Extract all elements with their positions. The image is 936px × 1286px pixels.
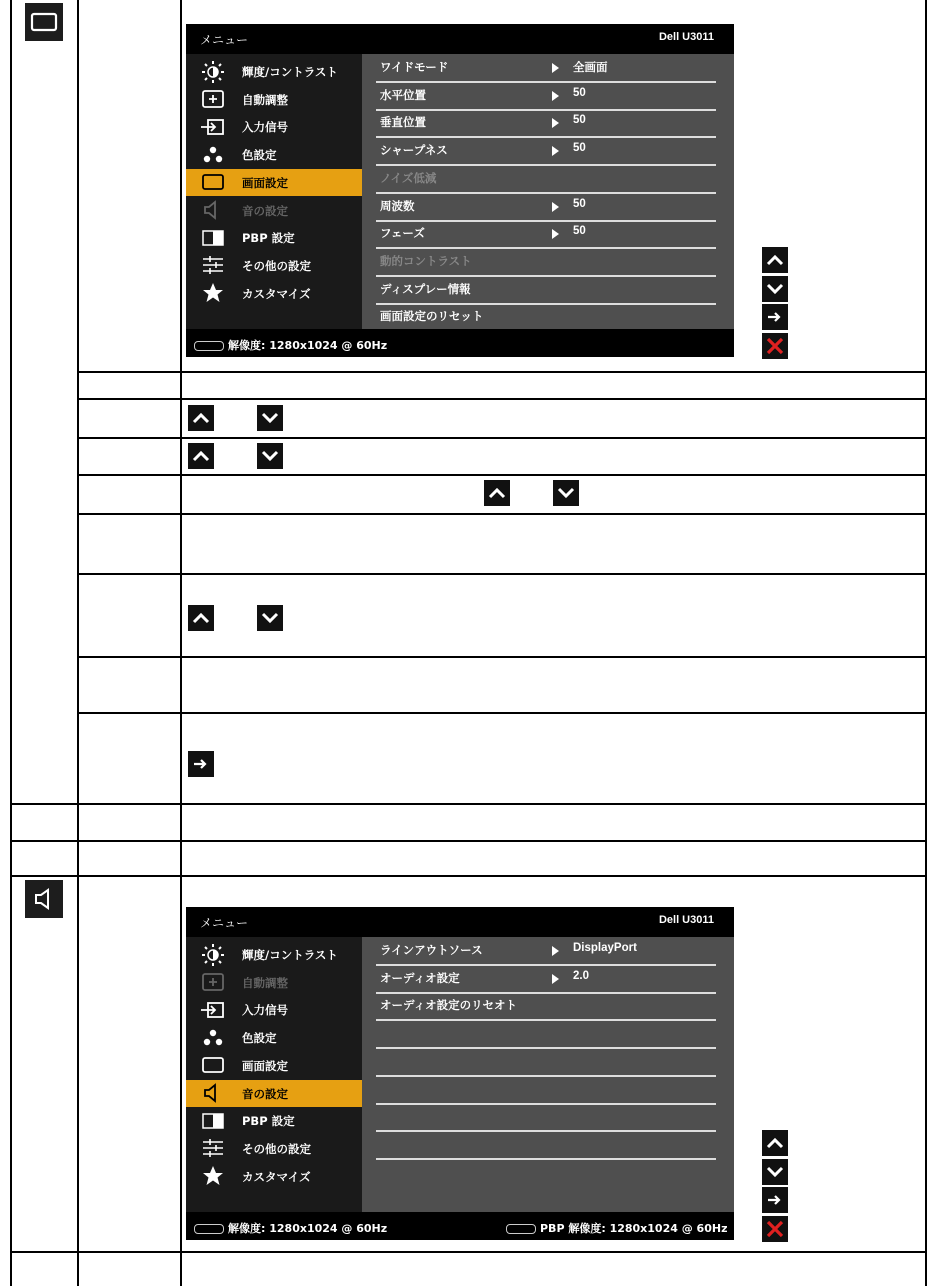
- osd-model-name: Dell U3011: [658, 31, 714, 43]
- grid-line: [77, 712, 927, 714]
- grid-line: [77, 656, 927, 658]
- osd-menu-item-label: 画面設定: [242, 175, 288, 190]
- resolution-text: 解像度: 1280x1024 @ 60Hz: [228, 1222, 388, 1235]
- osd-submenu-row[interactable]: [376, 220, 716, 249]
- osd-menu-title: メニュー: [200, 33, 249, 47]
- osd-menu-item-label: 画面設定: [242, 1058, 288, 1073]
- play-arrow-icon: [552, 118, 559, 128]
- osd-menu-item-label: 自動調整: [242, 92, 288, 107]
- close-x-icon[interactable]: [762, 333, 788, 359]
- osd-menu-audio-settings: [186, 907, 734, 1240]
- up-arrow-icon[interactable]: [484, 480, 510, 506]
- osd-menu-item-pbp[interactable]: [186, 224, 362, 251]
- grid-line: [77, 398, 927, 400]
- osd-menu-item-input-source[interactable]: [186, 996, 362, 1023]
- osd-submenu-row[interactable]: [376, 1103, 716, 1132]
- grid-line: [77, 371, 927, 373]
- osd-submenu-row[interactable]: [376, 276, 716, 305]
- auto-adjust-icon: [200, 89, 226, 110]
- osd-menu-item-auto-adjust[interactable]: [186, 969, 362, 996]
- play-arrow-icon: [552, 974, 559, 984]
- osd-model-name: Dell U3011: [658, 914, 714, 926]
- grid-line: [180, 0, 182, 1286]
- osd-footer: [186, 1212, 734, 1240]
- osd-menu-item-label: その他の設定: [242, 1141, 311, 1156]
- other-settings-icon: [200, 255, 226, 276]
- osd-submenu-row[interactable]: [376, 165, 716, 194]
- grid-line: [77, 474, 927, 476]
- osd-submenu-value: 50: [573, 114, 586, 127]
- up-arrow-icon[interactable]: [188, 605, 214, 631]
- osd-submenu-row[interactable]: [376, 1048, 716, 1077]
- osd-submenu-label: フェーズ: [380, 226, 425, 241]
- up-arrow-icon[interactable]: [188, 443, 214, 469]
- down-arrow-icon[interactable]: [553, 480, 579, 506]
- osd-menu-title: メニュー: [200, 916, 249, 930]
- grid-line: [10, 0, 12, 1286]
- display-settings-icon: [25, 3, 63, 41]
- osd-submenu-label: ラインアウトソース: [380, 943, 483, 957]
- grid-line: [77, 0, 79, 1286]
- grid-line: [77, 573, 927, 575]
- osd-submenu-label: シャープネス: [380, 143, 448, 158]
- pbp-resolution-text: PBP 解像度: 1280x1024 @ 60Hz: [540, 1222, 728, 1235]
- osd-submenu-label: 動的コントラスト: [380, 253, 472, 268]
- osd-submenu-row[interactable]: [376, 1076, 716, 1105]
- osd-menu-item-brightness[interactable]: [186, 941, 362, 968]
- osd-menu-item-other-settings[interactable]: [186, 252, 362, 279]
- grid-line: [10, 803, 927, 805]
- osd-menu-item-label: 音の設定: [242, 1086, 288, 1101]
- osd-menu-item-other-settings[interactable]: [186, 1135, 362, 1162]
- osd-submenu-value: 50: [573, 86, 586, 99]
- input-source-icon: [200, 116, 226, 137]
- osd-menu-item-label: カスタマイズ: [242, 286, 311, 301]
- grid-line: [77, 437, 927, 439]
- osd-menu-item-color[interactable]: [186, 141, 362, 168]
- display-icon: [200, 1055, 226, 1076]
- osd-submenu-value: DisplayPort: [573, 942, 637, 954]
- osd-menu-item-label: 色設定: [242, 1031, 277, 1046]
- osd-menu-item-label: 入力信号: [242, 1003, 288, 1018]
- osd-submenu-label: 画面設定のリセット: [380, 309, 484, 324]
- down-arrow-icon[interactable]: [257, 605, 283, 631]
- up-arrow-icon[interactable]: [762, 247, 788, 273]
- osd-main-menu: [186, 54, 362, 329]
- osd-footer: [186, 329, 734, 357]
- osd-menu-item-label: カスタマイズ: [242, 1169, 311, 1184]
- audio-icon: [200, 200, 226, 221]
- osd-submenu-label: オーディオ設定のリセオト: [380, 998, 517, 1013]
- display-icon: [200, 172, 226, 193]
- auto-adjust-icon: [200, 972, 226, 993]
- osd-submenu-label: 水平位置: [380, 87, 426, 102]
- osd-menu-display-settings: [186, 24, 734, 357]
- close-x-icon[interactable]: [762, 1216, 788, 1242]
- osd-submenu-row[interactable]: [376, 303, 716, 330]
- vga-connector-icon: [194, 341, 224, 351]
- osd-menu-item-brightness[interactable]: [186, 58, 362, 85]
- osd-submenu-label: ディスプレー情報: [380, 281, 471, 296]
- osd-menu-item-label: 音の設定: [242, 203, 288, 218]
- osd-menu-item-label: 自動調整: [242, 975, 288, 990]
- osd-menu-item-audio[interactable]: [186, 1080, 362, 1107]
- osd-menu-item-display[interactable]: [186, 169, 362, 196]
- star-icon: [200, 1166, 226, 1187]
- grid-line: [10, 875, 927, 877]
- osd-submenu-row[interactable]: [376, 54, 716, 83]
- pbp-icon: [200, 227, 226, 248]
- down-arrow-icon[interactable]: [257, 405, 283, 431]
- osd-menu-item-label: 輝度/コントラスト: [242, 65, 338, 79]
- osd-menu-item-label: PBP 設定: [242, 231, 295, 246]
- osd-submenu-value: 全画面: [573, 62, 608, 74]
- osd-submenu-row[interactable]: [376, 193, 716, 222]
- grid-line: [10, 1251, 927, 1253]
- osd-submenu-value: 50: [573, 142, 586, 155]
- enter-arrow-icon[interactable]: [762, 304, 788, 330]
- enter-arrow-icon[interactable]: [762, 1187, 788, 1213]
- osd-submenu-value: 2.0: [573, 969, 589, 982]
- osd-submenu-row[interactable]: [376, 109, 716, 138]
- osd-submenu-row[interactable]: [376, 137, 716, 166]
- play-arrow-icon: [552, 63, 559, 73]
- grid-line: [77, 513, 927, 515]
- up-arrow-icon[interactable]: [762, 1130, 788, 1156]
- play-arrow-icon: [552, 946, 559, 956]
- color-icon: [200, 1027, 226, 1048]
- star-icon: [200, 283, 226, 304]
- displayport-connector-icon: [506, 1224, 536, 1234]
- audio-settings-icon: [25, 880, 63, 918]
- osd-submenu-label: ワイドモード: [380, 60, 449, 74]
- osd-submenu-row[interactable]: [376, 82, 716, 111]
- brightness-icon: [200, 61, 226, 82]
- osd-menu-item-audio[interactable]: [186, 197, 362, 224]
- enter-arrow-icon[interactable]: [188, 751, 214, 777]
- resolution-text: 解像度: 1280x1024 @ 60Hz: [228, 339, 388, 352]
- osd-submenu-value: 50: [573, 225, 586, 238]
- grid-line: [10, 840, 927, 842]
- color-icon: [200, 144, 226, 165]
- play-arrow-icon: [552, 146, 559, 156]
- osd-submenu: [362, 54, 734, 329]
- osd-menu-item-auto-adjust[interactable]: [186, 86, 362, 113]
- displayport-connector-icon: [194, 1224, 224, 1234]
- osd-menu-item-star[interactable]: [186, 280, 362, 307]
- osd-submenu: [362, 937, 734, 1212]
- down-arrow-icon[interactable]: [762, 276, 788, 302]
- osd-header: [186, 24, 734, 54]
- osd-menu-item-label: 色設定: [242, 148, 277, 163]
- osd-submenu-label: 周波数: [380, 198, 415, 213]
- osd-main-menu: [186, 937, 362, 1212]
- osd-submenu-label: オーディオ設定: [380, 970, 460, 985]
- osd-menu-item-label: 入力信号: [242, 120, 288, 135]
- osd-menu-item-input-source[interactable]: [186, 113, 362, 140]
- down-arrow-icon[interactable]: [762, 1159, 788, 1185]
- play-arrow-icon: [552, 91, 559, 101]
- osd-submenu-row[interactable]: [376, 992, 716, 1021]
- osd-menu-item-color[interactable]: [186, 1024, 362, 1051]
- audio-icon: [200, 1083, 226, 1104]
- osd-menu-item-label: その他の設定: [242, 258, 311, 273]
- down-arrow-icon[interactable]: [257, 443, 283, 469]
- osd-menu-item-pbp[interactable]: [186, 1107, 362, 1134]
- osd-submenu-value: 50: [573, 197, 586, 210]
- play-arrow-icon: [552, 229, 559, 239]
- other-settings-icon: [200, 1138, 226, 1159]
- osd-menu-item-star[interactable]: [186, 1163, 362, 1190]
- osd-submenu-row[interactable]: [376, 937, 716, 966]
- osd-submenu-label: 垂直位置: [380, 115, 426, 130]
- osd-submenu-label: ノイズ低減: [380, 170, 437, 185]
- osd-header: [186, 907, 734, 937]
- up-arrow-icon[interactable]: [188, 405, 214, 431]
- osd-menu-item-label: 輝度/コントラスト: [242, 948, 338, 962]
- input-source-icon: [200, 999, 226, 1020]
- osd-submenu-row[interactable]: [376, 965, 716, 994]
- osd-submenu-row[interactable]: [376, 248, 716, 277]
- osd-menu-item-label: PBP 設定: [242, 1114, 295, 1129]
- osd-submenu-row[interactable]: [376, 1131, 716, 1160]
- brightness-icon: [200, 944, 226, 965]
- grid-line: [925, 0, 927, 1286]
- pbp-icon: [200, 1110, 226, 1131]
- osd-submenu-row[interactable]: [376, 1020, 716, 1049]
- play-arrow-icon: [552, 202, 559, 212]
- osd-menu-item-display[interactable]: [186, 1052, 362, 1079]
